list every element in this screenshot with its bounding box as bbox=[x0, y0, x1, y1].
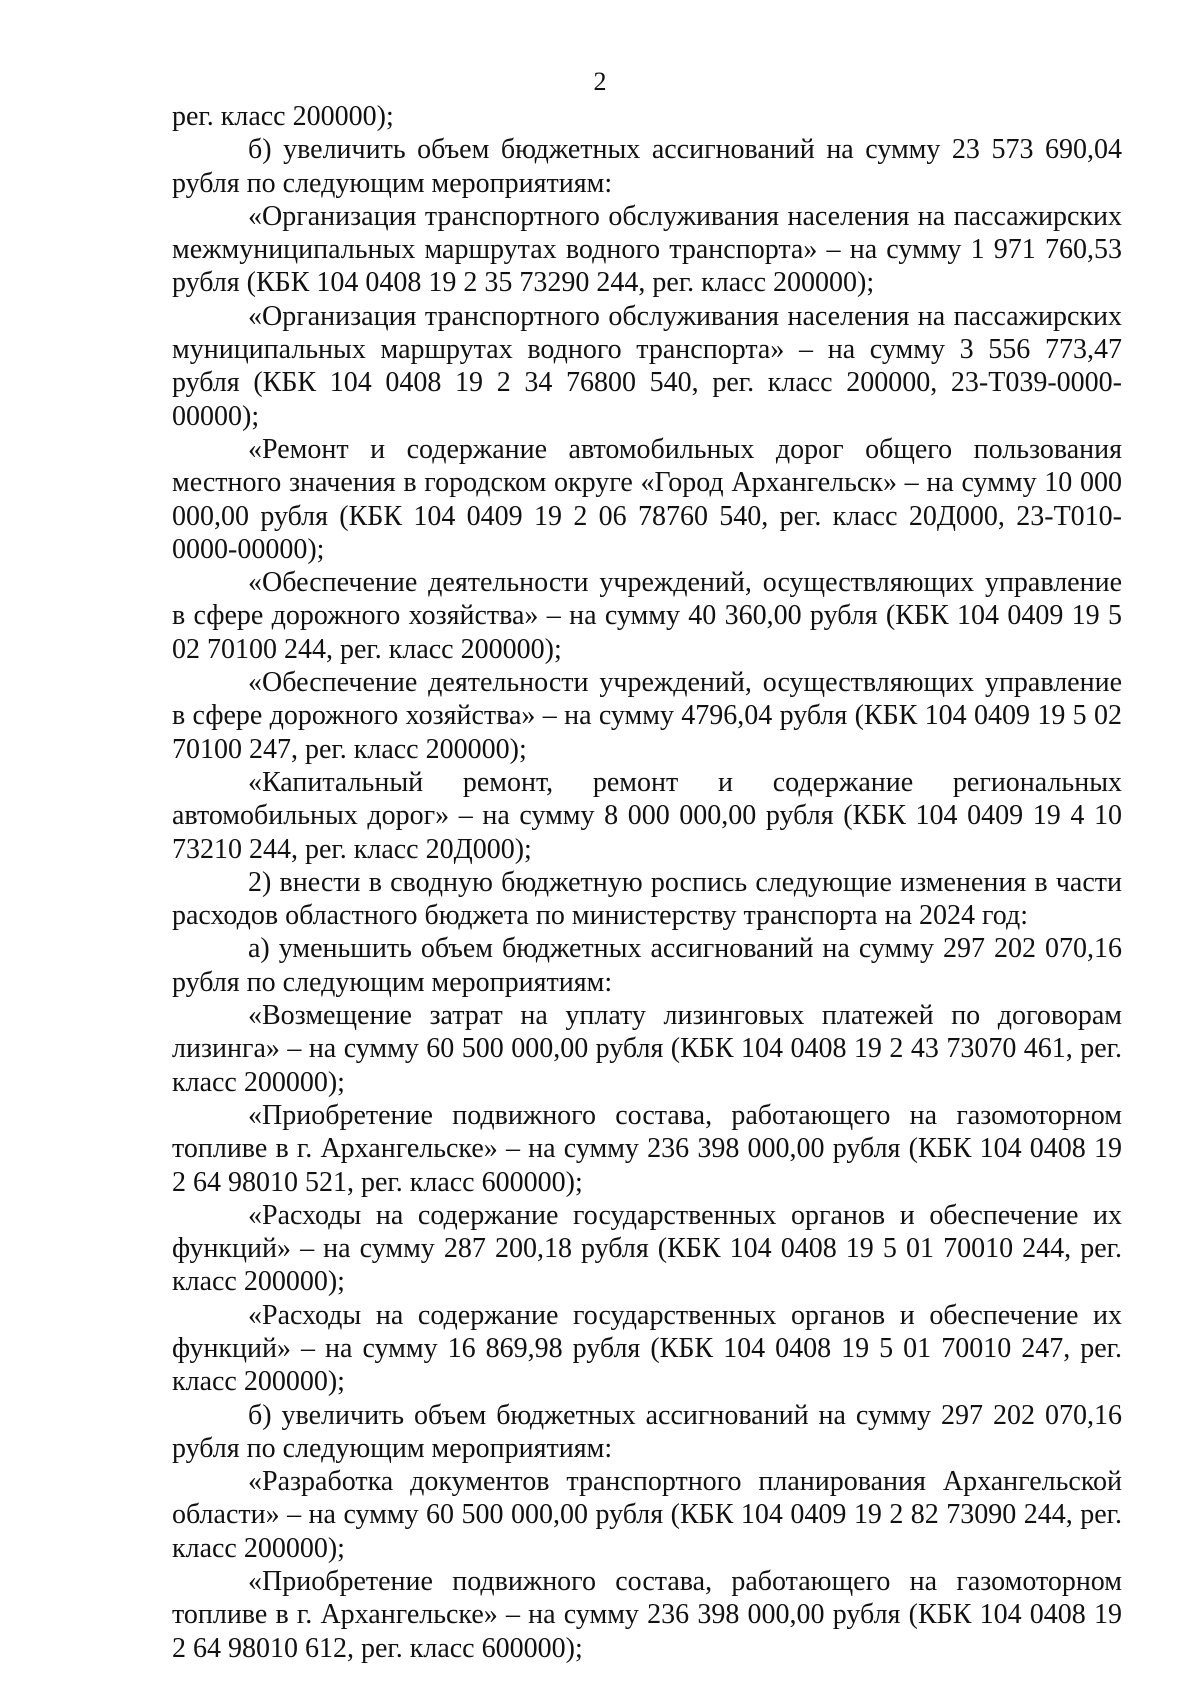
paragraph-gas-vehicles-521: «Приобретение подвижного состава, работающего на газомоторном топливе в г. Архангельске» – на сумму 236 398 000,00 рубля (КБК 104 0408 19 2 64 98010 521, рег. класс 600000); bbox=[172, 1099, 1122, 1198]
paragraph-road-management-247: «Обеспечение деятельности учреждений, осуществляющих управление в сфере дорожного хозяйства» – на сумму 4796,04 рубля (КБК 104 0409 19 5 02 70100 247, рег. класс 200000); bbox=[172, 667, 1122, 765]
paragraph-section-2-intro: 2) внести в сводную бюджетную роспись следующие изменения в части расходов областного бюджета по министерству транспорта на 2024 год: bbox=[172, 866, 1122, 932]
paragraph-increase-intro: б) увеличить объем бюджетных ассигнований на сумму 23 573 690,04 рубля по следующим мероприятиям: bbox=[172, 134, 1122, 199]
paragraph-transport-planning: «Разработка документов транспортного планирования Архангельской области» – на сумму 60 500 000,00 рубля (КБК 104 0409 19 2 82 73090 244, рег. класс 200000); bbox=[172, 1466, 1122, 1564]
page-number: 2 bbox=[593, 67, 607, 96]
document-body bbox=[172, 100, 1122, 1665]
paragraph-state-bodies-247: «Расходы на содержание государственных органов и обеспечение их функций» – на сумму 16 869,98 рубля (КБК 104 0408 19 5 01 70010 247, рег. класс 200000); bbox=[172, 1299, 1122, 1398]
paragraph-regional-roads-repair: «Капитальный ремонт, ремонт и содержание региональных автомобильных дорог» – на сумму 8 000 000,00 рубля (КБК 104 0409 19 4 10 73210 244, рег. класс 20Д000); bbox=[172, 766, 1122, 865]
paragraph-gas-vehicles-612: «Приобретение подвижного состава, работающего на газомоторном топливе в г. Архангельске» – на сумму 236 398 000,00 рубля (КБК 104 0408 19 2 64 98010 612, рег. класс 600000); bbox=[172, 1566, 1122, 1664]
paragraph-intermunicipal-water-transport: «Организация транспортного обслуживания населения на пассажирских межмуниципальных маршрутах водного транспорта» – на сумму 1 971 760,53 рубля (КБК 104 0408 19 2 35 73290 244, рег. класс 200000); bbox=[172, 200, 1122, 299]
paragraph-continuation: рег. класс 200000); bbox=[172, 101, 394, 132]
paragraph-municipal-water-transport: «Организация транспортного обслуживания населения на пассажирских муниципальных маршрутах водного транспорта» – на сумму 3 556 773,47 рубля (КБК 104 0408 19 2 34 76800 540, рег. класс 200000, 23-Т039-0000-00000); bbox=[172, 300, 1122, 432]
paragraph-state-bodies-244: «Расходы на содержание государственных органов и обеспечение их функций» – на сумму 287 200,18 рубля (КБК 104 0408 19 5 01 70010 244, рег. класс 200000); bbox=[172, 1199, 1122, 1298]
paragraph-road-management-244: «Обеспечение деятельности учреждений, осуществляющих управление в сфере дорожного хозяйства» – на сумму 40 360,00 рубля (КБК 104 0409 19 5 02 70100 244, рег. класс 200000); bbox=[172, 567, 1122, 665]
paragraph-increase-intro-2: б) увеличить объем бюджетных ассигнований на сумму 297 202 070,16 рубля по следующим мероприятиям: bbox=[172, 1399, 1122, 1464]
paragraph-road-repair-arkhangelsk: «Ремонт и содержание автомобильных дорог общего пользования местного значения в городском округе «Город Архангельск» – на сумму 10 000 000,00 рубля (КБК 104 0409 19 2 06 78760 540, рег. класс 20Д000, 23-Т010-0000-00000); bbox=[172, 433, 1122, 565]
paragraph-decrease-intro: а) уменьшить объем бюджетных ассигнований на сумму 297 202 070,16 рубля по следующим мероприятиям: bbox=[172, 933, 1122, 998]
paragraph-leasing-payments: «Возмещение затрат на уплату лизинговых платежей по договорам лизинга» – на сумму 60 500 000,00 рубля (КБК 104 0408 19 2 43 73070 461, рег. класс 200000); bbox=[172, 1000, 1122, 1098]
